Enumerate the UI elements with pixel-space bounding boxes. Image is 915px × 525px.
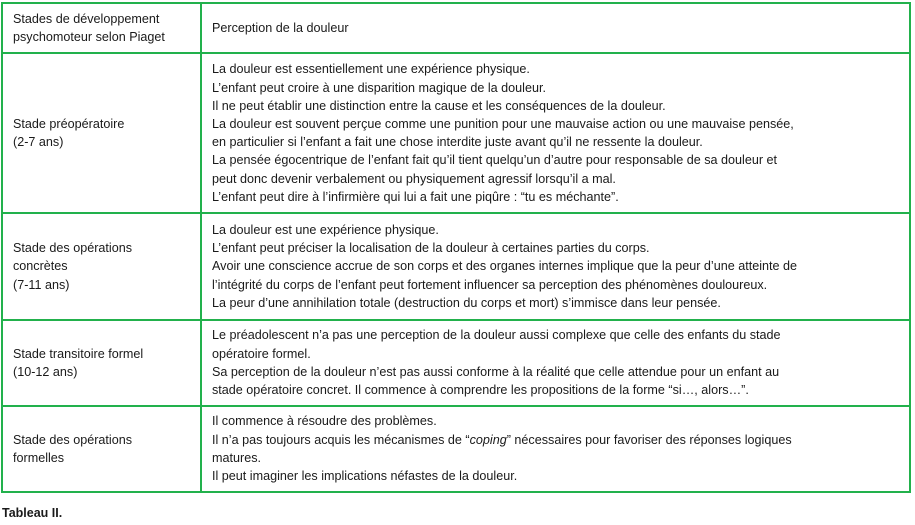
stage-name: Stade transitoire formel bbox=[13, 346, 144, 361]
stage-age-range: (7-11 ans) bbox=[13, 277, 70, 292]
perception-cell bbox=[201, 406, 909, 491]
perception-line: Il ne peut établir une distinction entre la cause et les conséquences de la douleur. bbox=[212, 98, 666, 113]
perception-line: matures. bbox=[212, 450, 261, 465]
table-header-row bbox=[3, 4, 909, 53]
header-stage-line: psychomoteur selon Piaget bbox=[13, 30, 165, 45]
header-stage-line: Stades de développement bbox=[13, 11, 160, 26]
stage-cell bbox=[3, 320, 201, 406]
header-stage-cell bbox=[3, 4, 201, 53]
perception-line: Le préadolescent n’a pas une perception de la douleur aussi complexe que celle des enfants du stade bbox=[212, 328, 781, 343]
perception-cell bbox=[201, 320, 909, 406]
table-caption: Tableau II. bbox=[2, 506, 63, 520]
perception-line: Il peut imaginer les implications néfastes de la douleur. bbox=[212, 469, 518, 484]
stage-name: formelles bbox=[13, 450, 65, 465]
stage-name: Stade des opérations bbox=[13, 241, 133, 256]
pain-perception-table bbox=[1, 2, 911, 493]
table-row bbox=[3, 320, 909, 406]
perception-line: en particulier si l’enfant a fait une chose interdite juste avant qu’il ne ressente la douleur. bbox=[212, 135, 703, 150]
stage-name: Stade des opérations bbox=[13, 432, 133, 447]
stage-cell bbox=[3, 213, 201, 319]
stage-name: concrètes bbox=[13, 259, 68, 274]
table-row bbox=[3, 406, 909, 491]
perception-line: La douleur est souvent perçue comme une punition pour une mauvaise action ou une mauvaise pensée, bbox=[212, 117, 794, 132]
header-perception-cell bbox=[201, 4, 909, 53]
perception-line: L’enfant peut croire à une disparition magique de la douleur. bbox=[212, 80, 546, 95]
stage-cell bbox=[3, 53, 201, 213]
coping-after: ” nécessaires pour favoriser des réponses logiques bbox=[506, 432, 792, 447]
stage-name: Stade préopératoire bbox=[13, 117, 125, 132]
perception-line: Il commence à résoudre des problèmes. bbox=[212, 414, 437, 429]
perception-line: l’intégrité du corps de l’enfant peut fortement influencer sa perception des phénomènes douloureux. bbox=[212, 277, 768, 292]
perception-cell bbox=[201, 213, 909, 319]
stage-age-range: (2-7 ans) bbox=[13, 135, 64, 150]
perception-line: Sa perception de la douleur n’est pas aussi conforme à la réalité que celle attendue pour un enfant au bbox=[212, 364, 780, 379]
perception-line: Avoir une conscience accrue de son corps et des organes internes implique que la peur d’une atteinte de bbox=[212, 259, 798, 274]
stage-cell bbox=[3, 406, 201, 491]
stage-age-range: (10-12 ans) bbox=[13, 364, 78, 379]
table-grid bbox=[3, 4, 909, 491]
perception-line: peut donc devenir verbalement ou physiquement agressif lorsqu’il a mal. bbox=[212, 171, 616, 186]
perception-line-coping bbox=[212, 431, 909, 449]
perception-line: La douleur est essentiellement une expérience physique. bbox=[212, 62, 530, 77]
perception-line: La douleur est une expérience physique. bbox=[212, 223, 439, 238]
perception-cell bbox=[201, 53, 909, 213]
perception-line: La peur d’une annihilation totale (destruction du corps et mort) s’immisce dans leur pensée. bbox=[212, 295, 721, 310]
perception-line: La pensée égocentrique de l’enfant fait qu’il tient quelqu’un d’autre pour responsable de sa douleur et bbox=[212, 153, 778, 168]
table-row bbox=[3, 53, 909, 213]
table-row bbox=[3, 213, 909, 319]
coping-before: Il n’a pas toujours acquis les mécanismes de “ bbox=[212, 432, 470, 447]
perception-line: opératoire formel. bbox=[212, 346, 311, 361]
perception-line: stade opératoire concret. Il commence à comprendre les propositions de la forme “si…, alors…”. bbox=[212, 382, 749, 397]
header-perception-label: Perception de la douleur bbox=[212, 20, 349, 35]
coping-italic: coping bbox=[469, 432, 507, 447]
perception-line: L’enfant peut dire à l’infirmière qui lui a fait une piqûre : “tu es méchante”. bbox=[212, 189, 619, 204]
perception-line: L’enfant peut préciser la localisation de la douleur à certaines parties du corps. bbox=[212, 241, 650, 256]
